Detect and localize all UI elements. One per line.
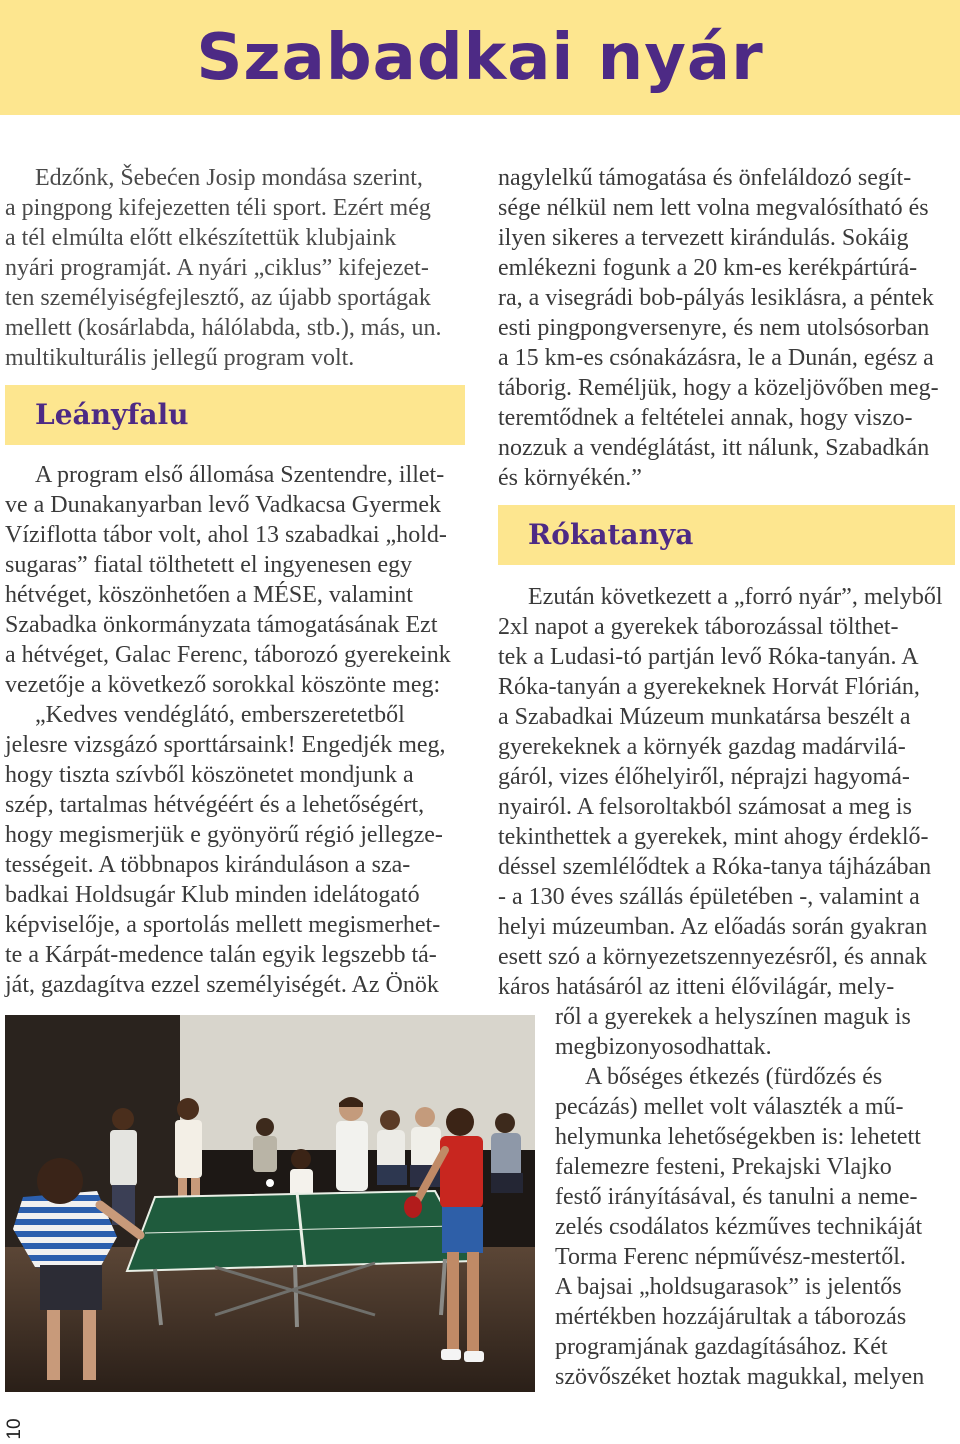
text-line: szép, tartalmas hétvégéért és a lehetőségért, bbox=[5, 792, 425, 818]
text-line: déssel szemlélődtek a Róka-tanya tájházában bbox=[498, 854, 932, 880]
text-line: A program első állomása Szentendre, illet- bbox=[35, 462, 445, 488]
text-line: és környékén.” bbox=[498, 465, 642, 491]
header-band bbox=[0, 0, 960, 115]
text-line: esti pingpongversenyre, és nem utolsósorban bbox=[498, 315, 930, 341]
text-line: szövőszéket hoztak magukkal, melyen bbox=[555, 1364, 925, 1390]
text-line: sugaras” fiatal tölthetett el ingyenesen egy bbox=[5, 552, 413, 578]
text-line: programjának gazdagításához. Két bbox=[555, 1334, 888, 1360]
text-line: a pingpong kifejezetten téli sport. Ezért még bbox=[5, 195, 431, 221]
text-line: tekinthettek a gyerekek, mint ahogy érdeklő- bbox=[498, 824, 929, 850]
section-box-rokatanya bbox=[498, 505, 955, 565]
text-line: káros hatásáról az itteni élővilágár, mely- bbox=[498, 974, 895, 1000]
section-heading: Leányfalu bbox=[35, 398, 189, 431]
text-line: ját, gazdagítva ezzel személyiségét. Az Önök bbox=[5, 972, 439, 998]
rokatanya-body-beside-photo bbox=[555, 1002, 955, 1392]
text-line: a hétvéget, Galac Ferenc, táborozó gyerekeink bbox=[5, 642, 451, 668]
text-line: gyerekeknek a környék gazdag madárvilá- bbox=[498, 734, 906, 760]
text-line: sége nélkül nem lett volna megvalósítható és bbox=[498, 195, 929, 221]
text-line: helymunka lehetőségekben is: lehetett bbox=[555, 1124, 921, 1150]
text-line: esett szó a környezetszennyezésről, és annak bbox=[498, 944, 928, 970]
continuation-paragraph bbox=[498, 163, 955, 493]
text-line: emlékezni fogunk a 20 km-es kerékpártúrá- bbox=[498, 255, 918, 281]
page-title: Szabadkai nyár bbox=[196, 21, 764, 95]
text-line: tességeit. A többnapos kiránduláson a sza- bbox=[5, 852, 411, 878]
text-line: táborig. Reméljük, hogy a közeljövőben meg- bbox=[498, 375, 939, 401]
text-line: - a 130 éves szállás épületében -, valamint a bbox=[498, 884, 920, 910]
text-line: Ezután következett a „forró nyár”, melyből bbox=[528, 584, 943, 610]
text-line: teremtődnek a feltételei annak, hogy viszo- bbox=[498, 405, 913, 431]
text-line: falemezre festeni, Prekajski Vlajko bbox=[555, 1154, 892, 1180]
text-line: a tél elmúlta előtt elkészítettük klubjaink bbox=[5, 225, 397, 251]
text-line: A bőséges étkezés (fürdőzés és bbox=[585, 1064, 883, 1090]
text-line: nagylelkű támogatása és önfeláldozó segít- bbox=[498, 165, 912, 191]
rokatanya-body bbox=[498, 582, 955, 1002]
text-line: ra, a visegrádi bob-pályás lesiklásra, a péntek bbox=[498, 285, 934, 311]
text-line: megbizonyosodhattak. bbox=[555, 1034, 772, 1060]
text-line: badkai Holdsugár Klub minden idelátogató bbox=[5, 882, 420, 908]
text-line: A bajsai „holdsugarasok” is jelentős bbox=[555, 1274, 902, 1300]
text-line: ten személyiségfejlesztő, az újabb sportágak bbox=[5, 285, 431, 311]
text-line: nyári programját. A nyári „ciklus” kifejezet- bbox=[5, 255, 429, 281]
text-line: Szabadka önkormányzata támogatásának Ezt bbox=[5, 612, 438, 638]
text-line: hogy megismerjük e gyönyörű régió jellegze- bbox=[5, 822, 443, 848]
text-line: zelés csodálatos kézműves technikáját bbox=[555, 1214, 923, 1240]
text-line: helyi múzeumban. Az előadás során gyakran bbox=[498, 914, 928, 940]
text-line: te a Kárpát-medence talán egyik legszebb tá- bbox=[5, 942, 437, 968]
text-line: „Kedves vendéglátó, emberszeretetből bbox=[35, 702, 405, 728]
text-line: festő irányításával, és tanulni a neme- bbox=[555, 1184, 918, 1210]
text-line: pecázás) mellet volt választék a mű- bbox=[555, 1094, 904, 1120]
page-number: 10 bbox=[4, 1418, 25, 1440]
text-line: a 15 km-es csónakázásra, le a Dunán, egész a bbox=[498, 345, 934, 371]
text-line: Víziflotta tábor volt, ahol 13 szabadkai „hold- bbox=[5, 522, 447, 548]
text-line: tek a Ludasi-tó partján levő Róka-tanyán. A bbox=[498, 644, 919, 670]
text-line: hétvéget, köszönhetően a MÉSE, valamint bbox=[5, 582, 413, 608]
leanyfalu-body bbox=[5, 460, 465, 1000]
text-line: a Szabadkai Múzeum munkatársa beszélt a bbox=[498, 704, 911, 730]
text-line: ilyen sikeres a tervezett kirándulás. Sokáig bbox=[498, 225, 909, 251]
text-line: Torma Ferenc népművész-mestertől. bbox=[555, 1244, 906, 1270]
text-line: vezetője a következő sorokkal köszönte meg: bbox=[5, 672, 441, 698]
text-line: mértékben hozzájárultak a táborozás bbox=[555, 1304, 907, 1330]
photo-ball bbox=[266, 1179, 274, 1187]
text-line: nozzuk a vendéglátást, itt nálunk, Szabadkán bbox=[498, 435, 930, 461]
intro-paragraph bbox=[5, 163, 465, 373]
text-line: jelesre vizsgázó sporttársaink! Engedjék meg, bbox=[5, 732, 446, 758]
section-box-leanyfalu bbox=[5, 385, 465, 445]
section-heading: Rókatanya bbox=[528, 518, 694, 551]
text-line: hogy tiszta szívből köszönetet mondjunk a bbox=[5, 762, 414, 788]
text-line: 2xl napot a gyerekek táborozással tölthet- bbox=[498, 614, 899, 640]
text-line: nyairól. A felsoroltakból számosat a meg is bbox=[498, 794, 912, 820]
photo-table-tennis bbox=[5, 1015, 535, 1392]
text-line: Róka-tanyán a gyerekeknek Horvát Flórián, bbox=[498, 674, 920, 700]
text-line: gáról, vizes élőhelyiről, néprajzi hagyomá- bbox=[498, 764, 910, 790]
text-line: képviselője, a sportolás mellett megismerhet- bbox=[5, 912, 441, 938]
text-line: Edzőnk, Šebećen Josip mondása szerint, bbox=[35, 165, 423, 191]
text-line: mellett (kosárlabda, hálólabda, stb.), más, un. bbox=[5, 315, 442, 341]
text-line: multikulturális jellegű program volt. bbox=[5, 345, 355, 371]
text-line: ve a Dunakanyarban levő Vadkacsa Gyermek bbox=[5, 492, 442, 518]
text-line: ről a gyerekek a helyszínen maguk is bbox=[555, 1004, 911, 1030]
photo-person-child bbox=[290, 1149, 313, 1199]
photo-image bbox=[5, 1015, 535, 1392]
